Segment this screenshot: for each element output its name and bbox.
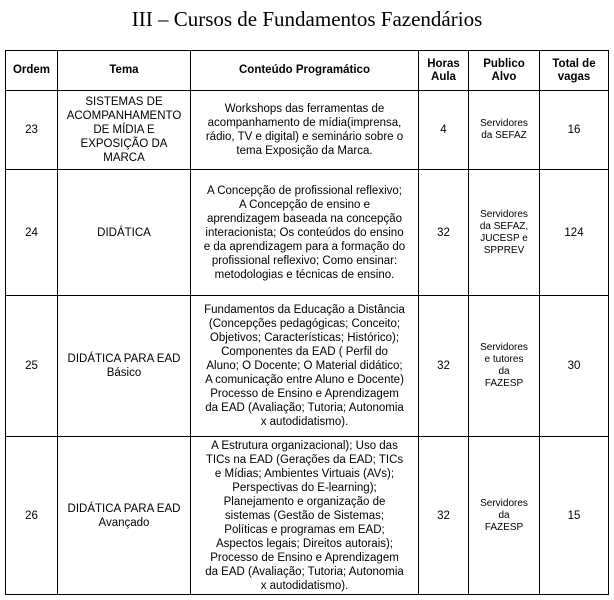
header-horas-line: Horas	[427, 57, 460, 70]
header-publico	[469, 51, 540, 91]
tema-line: SISTEMAS DE	[85, 96, 163, 108]
conteudo-line: Processo de Ensino e Aprendizagem	[210, 388, 399, 400]
cell-horas: 32	[419, 437, 469, 595]
publico-line: Servidores	[480, 208, 528, 220]
cell-vagas: 15	[540, 437, 609, 595]
conteudo-line: TICs na EAD (Gerações da EAD; TICs	[205, 453, 404, 466]
conteudo-line: A Concepção de ensino e	[238, 198, 371, 211]
table-row	[6, 296, 609, 437]
publico-line: JUCESP e	[480, 232, 528, 244]
publico-line: SPPREV	[483, 244, 525, 256]
header-publico-line: Publico	[483, 57, 525, 70]
publico-line: da	[498, 366, 510, 377]
conteudo-line: sistemas (Gestão de Sistemas;	[224, 509, 385, 522]
header-vagas-line: vagas	[557, 70, 591, 83]
conteudo-line: da EAD (Avaliação; Tutoria; Autonomia	[205, 565, 404, 578]
conteudo-line: profissional reflexivo; Como ensinar:	[211, 254, 398, 267]
cell-ordem: 25	[6, 296, 58, 437]
conteudo-line: Perspectivas do E-learning);	[232, 481, 377, 494]
conteudo-line: (Concepções pedagógicas; Conceito;	[208, 318, 401, 330]
publico-line: da SEFAZ	[481, 130, 527, 141]
conteudo-line: x autodidatismo).	[260, 416, 349, 428]
publico-line: FAZESP	[484, 521, 524, 533]
table-row	[6, 437, 609, 595]
cell-conteudo	[191, 170, 419, 296]
cell-ordem: 26	[6, 437, 58, 595]
conteudo-line: Processo de Ensino e Aprendizagem	[210, 551, 399, 564]
cell-conteudo	[191, 296, 419, 437]
tema-line: MARCA	[103, 152, 145, 164]
conteudo-line: tema Exposição da Marca.	[236, 145, 373, 157]
cell-ordem: 24	[6, 170, 58, 296]
table-row	[6, 91, 609, 170]
conteudo-line: Workshops das ferramentas de	[224, 103, 385, 115]
conteudo-line: interacionista; Os conteúdos do ensino	[205, 226, 404, 239]
cell-publico	[469, 296, 540, 437]
cell-horas: 32	[419, 170, 469, 296]
conteudo-line: x autodidatismo).	[260, 579, 349, 592]
header-vagas-line: Total de	[552, 57, 596, 70]
conteudo-line: rádio, TV e digital) e seminário sobre o	[205, 131, 404, 143]
tema-line: DIDÁTICA PARA EAD	[67, 502, 181, 515]
conteudo-line: Componentes da EAD ( Perfil do	[221, 346, 388, 358]
conteudo-line: metodologias e técnicas de ensino.	[214, 268, 395, 281]
conteudo-line: da EAD (Avaliação; Tutoria; Autonomia	[205, 402, 404, 414]
publico-line: Servidores	[480, 342, 528, 353]
conteudo-line: e Mídias; Ambientes Virtuais (AVs);	[214, 467, 395, 480]
conteudo-line: Fundamentos da Educação a Distância	[204, 304, 405, 316]
conteudo-line: aprendizagem baseada na concepção	[206, 212, 402, 225]
tema-line: DIDÁTICA PARA EAD	[67, 353, 181, 365]
tema-line: Avançado	[98, 516, 150, 529]
table-row	[6, 170, 609, 296]
cell-publico	[469, 437, 540, 595]
publico-line: da	[498, 509, 510, 521]
conteudo-line: e da aprendizagem para a formação do	[203, 240, 406, 253]
publico-line: Servidores	[480, 118, 528, 129]
cell-vagas: 124	[540, 170, 609, 296]
cell-tema	[58, 296, 191, 437]
cell-horas: 32	[419, 296, 469, 437]
tema-line: EXPOSIÇÃO DA	[80, 138, 168, 150]
conteudo-line: Aluno; O Docente; O Material didático;	[206, 360, 403, 372]
conteudo-line: Planejamento e organização de	[223, 495, 386, 508]
cell-conteudo	[191, 437, 419, 595]
cell-horas: 4	[419, 91, 469, 170]
cell-publico	[469, 91, 540, 170]
publico-line: Servidores	[480, 497, 528, 509]
tema-line: DE MÍDIA E	[93, 124, 155, 136]
conteudo-line: Objetivos; Características; Histórico);	[209, 332, 400, 344]
conteudo-line: A Concepção de profissional reflexivo;	[207, 184, 402, 197]
cell-publico	[469, 170, 540, 296]
cell-ordem: 23	[6, 91, 58, 170]
conteudo-line: A Estrutura organizacional); Uso das	[211, 439, 398, 452]
cell-tema	[58, 170, 191, 296]
cell-vagas: 30	[540, 296, 609, 437]
conteudo-line: acompanhamento de mídia(imprensa,	[207, 117, 402, 129]
table-header-row	[6, 51, 609, 91]
header-ordem: Ordem	[6, 51, 58, 91]
header-horas	[419, 51, 469, 91]
conteudo-line: A comunicação entre Aluno e Docente)	[205, 374, 404, 386]
publico-line: e tutores	[484, 354, 524, 365]
tema-line: ACOMPANHAMENTO	[66, 110, 182, 122]
tema-line: Básico	[106, 367, 142, 379]
page-title: III – Cursos de Fundamentos Fazendários	[131, 7, 483, 31]
publico-line: da SEFAZ,	[479, 220, 529, 232]
cell-tema	[58, 437, 191, 595]
publico-line: FAZESP	[484, 378, 524, 389]
courses-table	[5, 50, 609, 595]
cell-conteudo	[191, 91, 419, 170]
header-horas-line: Aula	[431, 70, 456, 83]
conteudo-line: Aspectos legais; Direitos autorais);	[215, 537, 394, 550]
header-tema: Tema	[58, 51, 191, 91]
header-conteudo: Conteúdo Programático	[191, 51, 419, 91]
tema-line: DIDÁTICA	[97, 226, 151, 239]
header-vagas	[540, 51, 609, 91]
cell-vagas: 16	[540, 91, 609, 170]
conteudo-line: Políticas e programas em EAD;	[224, 523, 385, 536]
header-publico-line: Alvo	[491, 70, 517, 83]
cell-tema	[58, 91, 191, 170]
